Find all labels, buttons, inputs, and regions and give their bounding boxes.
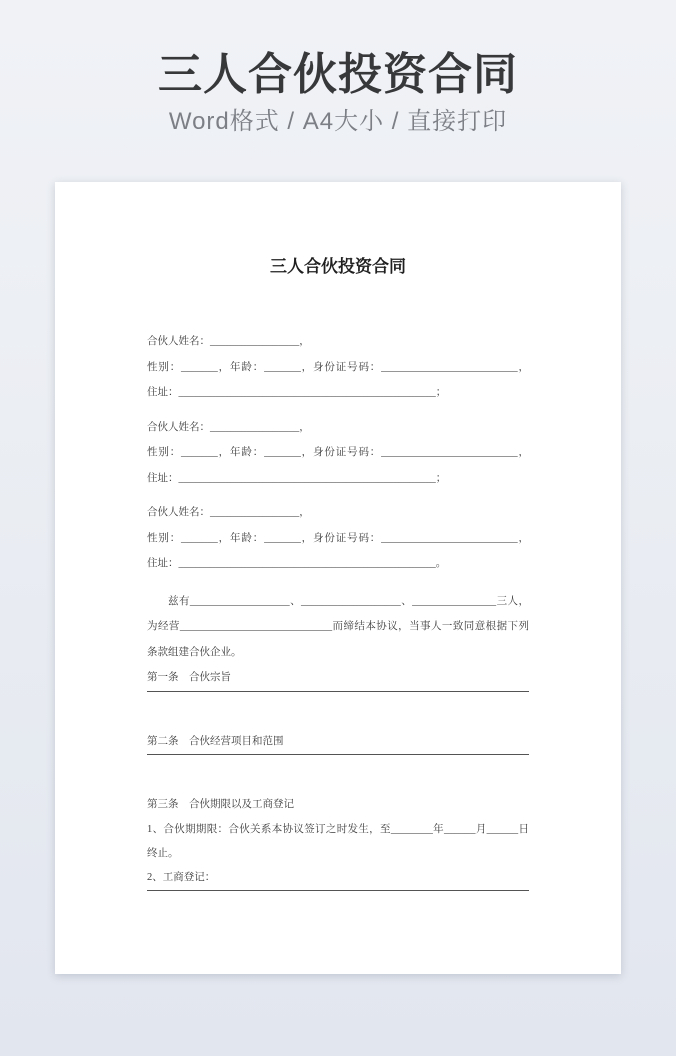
partner-2-address-line: 住址：_________________________________________________； bbox=[147, 472, 447, 484]
partner-block-2 bbox=[147, 415, 529, 492]
article-2-heading: 第二条 合伙经营项目和范围 bbox=[147, 735, 284, 747]
partner-2-name-line: 合伙人姓名：_________________， bbox=[147, 421, 310, 433]
article-1-heading: 第一条 合伙宗旨 bbox=[147, 672, 231, 684]
partner-3-details-line: 性别：_______，年龄：_______，身份证号码：__________________________， bbox=[147, 532, 529, 544]
article-3-heading: 第三条 合伙期限以及工商登记 bbox=[147, 799, 294, 811]
partner-2-details-line: 性别：_______，年龄：_______，身份证号码：__________________________， bbox=[147, 447, 529, 459]
article-3-fill-in-line bbox=[147, 890, 529, 891]
article-1-fill-in-line bbox=[147, 691, 529, 692]
preamble-line-3: 条款组建合伙企业。 bbox=[147, 646, 242, 658]
preamble bbox=[147, 589, 529, 666]
page-title: 三人合伙投资合同 bbox=[158, 50, 518, 99]
partner-1-address-line: 住址：_________________________________________________； bbox=[147, 387, 447, 399]
document-body bbox=[147, 329, 529, 891]
preamble-line-2: 为经营_____________________________而缔结本协议，当事人一致同意根据下列 bbox=[147, 621, 529, 633]
document-page bbox=[55, 182, 621, 974]
document-title: 三人合伙投资合同 bbox=[270, 257, 406, 277]
partner-3-name-line: 合伙人姓名：_________________， bbox=[147, 507, 310, 519]
partner-1-details-line: 性别：_______，年龄：_______，身份证号码：__________________________， bbox=[147, 361, 529, 373]
partner-block-3 bbox=[147, 500, 529, 577]
preamble-line-1: 兹有___________________、___________________、________________三人， bbox=[168, 595, 529, 607]
article-2-fill-in-line bbox=[147, 754, 529, 755]
article-3-item-1-line-1: 1、合伙期期限：合伙关系本协议签订之时发生，至________年______月______日 bbox=[147, 823, 529, 835]
article-3-item-1-line-2: 终止。 bbox=[147, 847, 179, 859]
partner-block-1 bbox=[147, 329, 529, 406]
article-3-item-2: 2、工商登记： bbox=[147, 871, 216, 883]
page-subtitle: Word格式 / A4大小 / 直接打印 bbox=[168, 107, 508, 135]
partner-1-name-line: 合伙人姓名：_________________， bbox=[147, 336, 310, 348]
template-header bbox=[0, 0, 676, 136]
partner-3-address-line: 住址：_________________________________________________。 bbox=[147, 558, 447, 570]
